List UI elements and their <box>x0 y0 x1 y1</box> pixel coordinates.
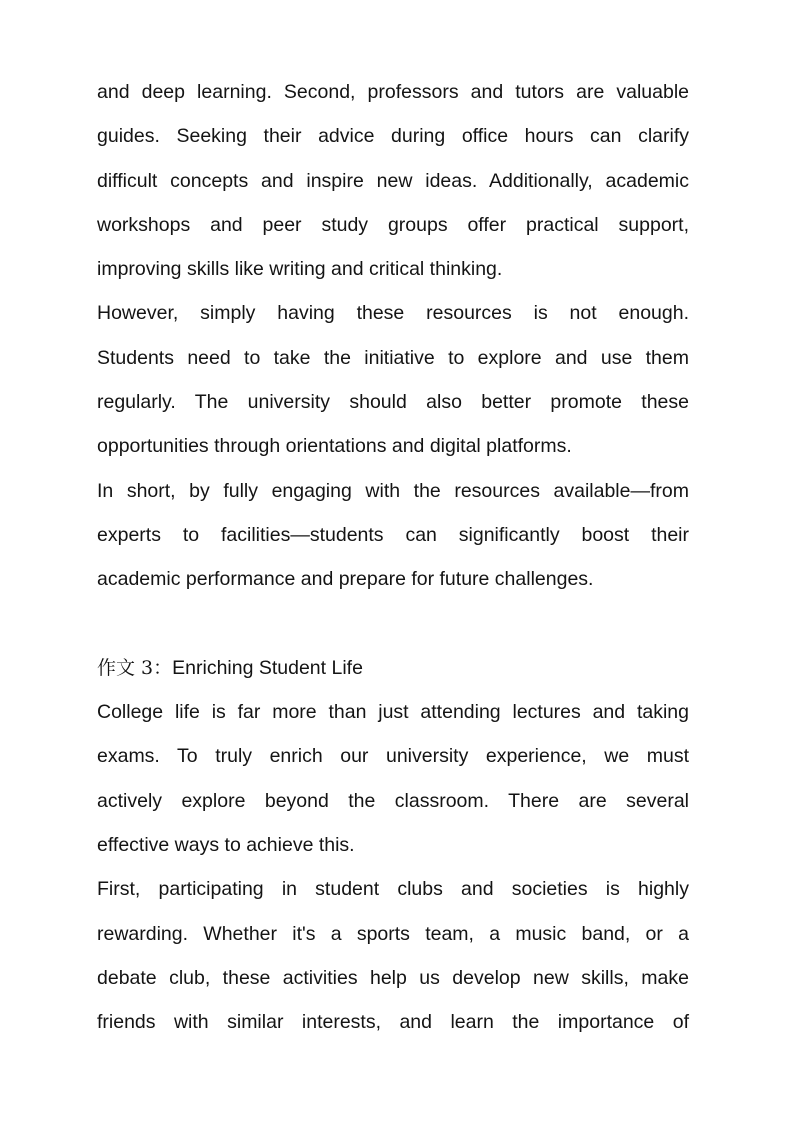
text-line: and deep learning. Second, professors and tutors are valuable <box>97 81 689 103</box>
text-line: In short, by fully engaging with the resources available—from <box>97 479 689 502</box>
paragraph-gap <box>97 602 689 646</box>
essay-heading-prefix: 作文 3： <box>97 656 173 679</box>
text-line: regularly. The university should also better promote these <box>97 391 689 414</box>
text-line: Students need to take the initiative to explore and use them <box>97 346 689 369</box>
text-line: exams. To truly enrich our university experience, we must <box>97 745 689 768</box>
text-line: guides. Seeking their advice during office hours can clarify <box>97 125 689 148</box>
text-line: workshops and peer study groups offer practical support, <box>97 213 689 236</box>
text-line: improving skills like writing and critical thinking. <box>97 258 503 281</box>
text-line: debate club, these activities help us develop new skills, make <box>97 966 689 989</box>
essay-heading <box>97 646 689 690</box>
essay-body <box>97 70 689 1045</box>
text-line: experts to facilities—students can significantly boost their <box>97 523 689 546</box>
text-line: First, participating in student clubs and societies is highly <box>97 878 689 901</box>
essay-heading-title: Enriching Student Life <box>172 656 363 679</box>
text-line: College life is far more than just attending lectures and taking <box>97 701 689 724</box>
text-line: However, simply having these resources is not enough. <box>97 302 689 325</box>
text-line: academic performance and prepare for future challenges. <box>97 568 594 591</box>
text-line: actively explore beyond the classroom. There are several <box>97 789 689 812</box>
text-line: friends with similar interests, and learn the importance of <box>97 1011 689 1034</box>
text-line: effective ways to achieve this. <box>97 834 355 857</box>
text-line: rewarding. Whether it's a sports team, a music band, or a <box>97 922 689 945</box>
text-line: opportunities through orientations and digital platforms. <box>97 435 572 458</box>
text-line: difficult concepts and inspire new ideas. Additionally, academic <box>97 169 689 192</box>
